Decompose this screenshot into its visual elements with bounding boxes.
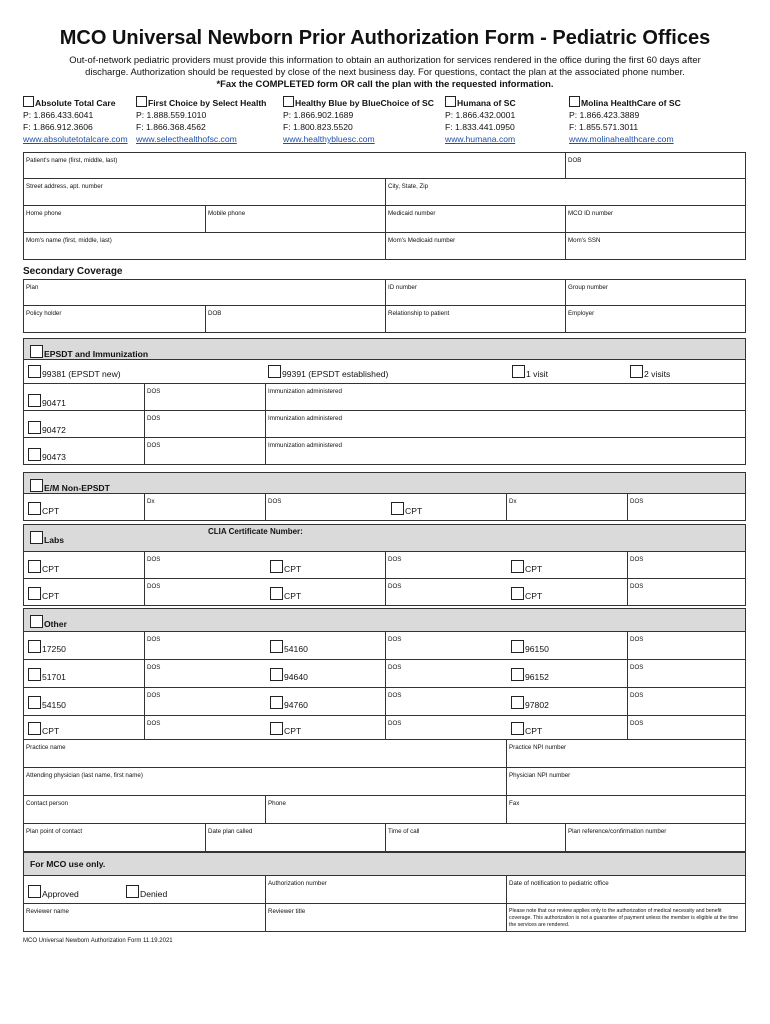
label-denied: Denied <box>140 889 168 899</box>
label-17250: 17250 <box>42 644 66 654</box>
practice-row-1 <box>23 740 746 768</box>
option-cpt <box>28 587 59 601</box>
label-94760: 94760 <box>284 700 308 710</box>
plan-molina <box>569 96 681 145</box>
checkbox-90473[interactable] <box>28 448 41 461</box>
authorization-number-field[interactable]: Authorization number <box>265 876 506 903</box>
checkbox-molina[interactable] <box>569 96 580 107</box>
practice-name-field[interactable]: Practice name <box>26 744 66 751</box>
plan-fax: F: 1.866.368.4562 <box>136 122 206 132</box>
checkbox-approved[interactable] <box>28 885 41 898</box>
checkbox-51701[interactable] <box>28 668 41 681</box>
label-cpt: CPT <box>42 726 60 736</box>
plan-contact-field[interactable]: Plan point of contact <box>26 828 83 835</box>
labs-heading: Labs <box>44 535 65 545</box>
immunization-field[interactable]: Immunization administered <box>265 438 745 464</box>
checkbox-cpt[interactable] <box>28 560 41 573</box>
dos-field[interactable]: DOS <box>627 632 745 659</box>
dos-field[interactable]: DOS <box>385 579 506 605</box>
intro-line-1: Out-of-network pediatric providers must provide this information to obtain an authorization for services rendered in the office during the first 60 days after <box>69 54 701 65</box>
checkbox-2-visits[interactable] <box>630 365 643 378</box>
label-90471: 90471 <box>42 398 66 408</box>
immunization-row-2 <box>23 411 746 438</box>
plan-name: Healthy Blue by BlueChoice of SC <box>295 98 434 108</box>
dos-field[interactable]: DOS <box>385 660 506 687</box>
time-of-call-field[interactable]: Time of call <box>385 824 565 851</box>
mom-medicaid-field[interactable]: Mom's Medicaid number <box>385 233 565 259</box>
dos-field[interactable]: DOS <box>144 716 265 739</box>
checkbox-first-choice[interactable] <box>136 96 147 107</box>
epsdt-checkbox[interactable] <box>30 345 43 358</box>
label-97802: 97802 <box>525 700 549 710</box>
checkbox-90471[interactable] <box>28 394 41 407</box>
dos-field[interactable]: DOS <box>627 688 745 715</box>
labs-section-band <box>23 524 746 552</box>
checkbox-cpt[interactable] <box>270 587 283 600</box>
dos-field[interactable]: DOS <box>385 552 506 578</box>
label-cpt: CPT <box>525 726 543 736</box>
date-called-field[interactable]: Date plan called <box>205 824 385 851</box>
plan-phone: P: 1.888.559.1010 <box>136 110 207 120</box>
label-51701: 51701 <box>42 672 66 682</box>
other-row-2 <box>23 660 746 688</box>
option-denied <box>126 885 167 899</box>
notification-date-field[interactable]: Date of notification to pediatric office <box>506 876 745 903</box>
option-cpt <box>270 560 301 574</box>
other-heading: Other <box>44 619 67 629</box>
checkbox-cpt[interactable] <box>270 560 283 573</box>
checkbox-97802[interactable] <box>511 696 524 709</box>
checkbox-cpt[interactable] <box>511 560 524 573</box>
label-cpt: CPT <box>405 506 423 516</box>
dos-field[interactable]: DOS <box>385 688 506 715</box>
plan-fax: F: 1.866.912.3606 <box>23 122 93 132</box>
plan-link[interactable]: www.absolutetotalcare.com <box>23 134 128 144</box>
em-heading: E/M Non-EPSDT <box>44 483 110 493</box>
option-96150 <box>511 640 549 654</box>
plan-first-choice <box>136 96 266 145</box>
label-90473: 90473 <box>42 452 66 462</box>
label-cpt: CPT <box>42 591 60 601</box>
label-1-visit: 1 visit <box>526 369 548 379</box>
plan-link[interactable]: www.humana.com <box>445 134 516 144</box>
labs-row-2 <box>23 579 746 606</box>
checkbox-humana[interactable] <box>445 96 456 107</box>
dos-field[interactable]: DOS <box>627 494 745 520</box>
mom-name-field[interactable]: Mom's name (first, middle, last) <box>26 237 112 244</box>
checkbox-90472[interactable] <box>28 421 41 434</box>
plan-name: Absolute Total Care <box>35 98 116 108</box>
option-cpt <box>511 722 542 736</box>
em-checkbox[interactable] <box>30 479 43 492</box>
option-99381 <box>28 365 121 379</box>
label-cpt: CPT <box>284 591 302 601</box>
checkbox-99381[interactable] <box>28 365 41 378</box>
intro-line-3: *Fax the COMPLETED form OR call the plan with the requested information. <box>216 78 554 89</box>
checkbox-96152[interactable] <box>511 668 524 681</box>
practice-row-2 <box>23 768 746 796</box>
checkbox-cpt[interactable] <box>511 587 524 600</box>
option-cpt <box>28 502 59 516</box>
secondary-row-1 <box>23 279 746 306</box>
plan-link[interactable]: www.selecthealthofsc.com <box>136 134 237 144</box>
label-approved: Approved <box>42 889 79 899</box>
labs-checkbox[interactable] <box>30 531 43 544</box>
plan-fax: F: 1.833.441.0950 <box>445 122 515 132</box>
em-row <box>23 494 746 521</box>
home-phone-field[interactable]: Home phone <box>26 210 62 217</box>
option-94760 <box>270 696 308 710</box>
relationship-field[interactable]: Relationship to patient <box>385 306 565 332</box>
dos-field[interactable]: DOS <box>627 579 745 605</box>
secondary-plan-field[interactable]: Plan <box>26 284 39 291</box>
patient-dob-field[interactable]: DOB <box>565 153 745 178</box>
checkbox-17250[interactable] <box>28 640 41 653</box>
other-row-1 <box>23 632 746 660</box>
patient-row-3 <box>23 206 746 233</box>
mco-id-field[interactable]: MCO ID number <box>565 206 745 232</box>
mobile-phone-field[interactable]: Mobile phone <box>205 206 385 232</box>
reviewer-title-field[interactable]: Reviewer title <box>265 904 506 931</box>
label-99391: 99391 (EPSDT established) <box>282 369 389 379</box>
checkbox-cpt[interactable] <box>270 722 283 735</box>
option-96152 <box>511 668 549 682</box>
checkbox-99391[interactable] <box>268 365 281 378</box>
checkbox-cpt[interactable] <box>511 722 524 735</box>
dos-field[interactable]: DOS <box>144 438 265 464</box>
label-cpt: CPT <box>284 564 302 574</box>
plan-phone: P: 1.866.432.0001 <box>445 110 516 120</box>
intro-text <box>20 54 750 90</box>
label-54150: 54150 <box>42 700 66 710</box>
dos-field[interactable]: DOS <box>627 716 745 739</box>
checkbox-96150[interactable] <box>511 640 524 653</box>
label-cpt: CPT <box>42 564 60 574</box>
dos-field[interactable]: DOS <box>144 579 265 605</box>
plan-phone: P: 1.866.902.1689 <box>283 110 354 120</box>
checkbox-94640[interactable] <box>270 668 283 681</box>
mco-heading: For MCO use only. <box>30 859 106 869</box>
option-54150 <box>28 696 66 710</box>
label-2-visits: 2 visits <box>644 369 671 379</box>
plan-absolute <box>23 96 128 145</box>
clia-label: CLIA Certificate Number: <box>208 527 303 536</box>
checkbox-1-visit[interactable] <box>512 365 525 378</box>
plan-reference-field[interactable]: Plan reference/confirmation number <box>565 824 745 851</box>
checkbox-cpt[interactable] <box>28 502 41 515</box>
policy-holder-field[interactable]: Policy holder <box>26 310 62 317</box>
checkbox-denied[interactable] <box>126 885 139 898</box>
option-90471 <box>28 394 66 408</box>
checkbox-cpt[interactable] <box>391 502 404 515</box>
label-cpt: CPT <box>525 591 543 601</box>
label-cpt: CPT <box>42 506 60 516</box>
plan-fax: F: 1.855.571.3011 <box>569 122 639 132</box>
patient-row-2 <box>23 179 746 206</box>
epsdt-visit-row <box>23 360 746 384</box>
form-title: MCO Universal Newborn Prior Authorization Form - Pediatric Offices <box>59 27 711 49</box>
label-94640: 94640 <box>284 672 308 682</box>
dos-field[interactable]: DOS <box>265 494 385 520</box>
dos-field[interactable]: DOS <box>627 660 745 687</box>
dos-field[interactable]: DOS <box>385 716 506 739</box>
mco-row-1 <box>23 876 746 904</box>
dos-field[interactable]: DOS <box>144 632 265 659</box>
label-cpt: CPT <box>525 564 543 574</box>
plan-name: Molina HealthCare of SC <box>581 98 681 108</box>
option-cpt <box>28 560 59 574</box>
plan-name: Humana of SC <box>457 98 516 108</box>
dos-field[interactable]: DOS <box>144 384 265 410</box>
secondary-row-2 <box>23 306 746 333</box>
other-checkbox[interactable] <box>30 615 43 628</box>
mco-section-band <box>23 852 746 876</box>
option-90473 <box>28 448 66 462</box>
labs-row-1 <box>23 552 746 579</box>
option-cpt <box>270 587 301 601</box>
practice-row-3 <box>23 796 746 824</box>
option-2-visits <box>630 365 670 379</box>
em-section-band <box>23 472 746 494</box>
practice-row-4 <box>23 824 746 852</box>
plan-link[interactable]: www.molinahealthcare.com <box>569 134 674 144</box>
contact-person-field[interactable]: Contact person <box>26 800 68 807</box>
option-cpt <box>511 587 542 601</box>
medicaid-number-field[interactable]: Medicaid number <box>385 206 565 232</box>
dx-field[interactable]: Dx <box>506 494 627 520</box>
immunization-field[interactable]: Immunization administered <box>265 384 745 410</box>
checkbox-94760[interactable] <box>270 696 283 709</box>
checkbox-healthy-blue[interactable] <box>283 96 294 107</box>
option-94640 <box>270 668 308 682</box>
dos-field[interactable]: DOS <box>144 411 265 437</box>
attending-physician-field[interactable]: Attending physician (last name, first name) <box>26 772 143 779</box>
checkbox-54160[interactable] <box>270 640 283 653</box>
epsdt-section-band <box>23 338 746 360</box>
plan-fax: F: 1.800.823.5520 <box>283 122 353 132</box>
label-90472: 90472 <box>42 425 66 435</box>
label-99381: 99381 (EPSDT new) <box>42 369 121 379</box>
phone-field[interactable]: Phone <box>265 796 506 823</box>
option-cpt <box>391 502 422 516</box>
other-row-4 <box>23 716 746 740</box>
reviewer-name-field[interactable]: Reviewer name <box>26 908 69 915</box>
plan-list <box>23 96 753 148</box>
employer-field[interactable]: Employer <box>565 306 745 332</box>
street-address-field[interactable]: Street address, apt. number <box>26 183 103 190</box>
form-footer: MCO Universal Newborn Authorization Form 11.19.2021 <box>23 938 173 944</box>
other-section-band <box>23 608 746 632</box>
practice-npi-field[interactable]: Practice NPI number <box>506 740 745 767</box>
plan-phone: P: 1.866.433.6041 <box>23 110 94 120</box>
patient-name-field[interactable]: Patient's name (first, middle, last) <box>26 157 118 164</box>
option-approved <box>28 885 79 899</box>
immunization-row-1 <box>23 384 746 411</box>
label-96150: 96150 <box>525 644 549 654</box>
mco-row-2 <box>23 904 746 932</box>
dx-field[interactable]: Dx <box>144 494 265 520</box>
label-cpt: CPT <box>284 726 302 736</box>
option-cpt <box>28 722 59 736</box>
option-97802 <box>511 696 549 710</box>
secondary-coverage-heading: Secondary Coverage <box>23 266 123 277</box>
policy-holder-dob-field[interactable]: DOB <box>205 306 385 332</box>
option-cpt <box>270 722 301 736</box>
checkbox-cpt[interactable] <box>28 587 41 600</box>
label-96152: 96152 <box>525 672 549 682</box>
option-1-visit <box>512 365 548 379</box>
immunization-row-3 <box>23 438 746 465</box>
fax-field[interactable]: Fax <box>506 796 745 823</box>
patient-row-1 <box>23 152 746 179</box>
city-state-zip-field[interactable]: City, State, Zip <box>385 179 745 205</box>
other-row-3 <box>23 688 746 716</box>
checkbox-54150[interactable] <box>28 696 41 709</box>
label-54160: 54160 <box>284 644 308 654</box>
dos-field[interactable]: DOS <box>627 552 745 578</box>
checkbox-cpt[interactable] <box>28 722 41 735</box>
immunization-field[interactable]: Immunization administered <box>265 411 745 437</box>
option-90472 <box>28 421 66 435</box>
option-54160 <box>270 640 308 654</box>
dos-field[interactable]: DOS <box>144 660 265 687</box>
secondary-id-field[interactable]: ID number <box>385 280 565 305</box>
group-number-field[interactable]: Group number <box>565 280 745 305</box>
epsdt-heading: EPSDT and Immunization <box>44 349 149 359</box>
plan-phone: P: 1.866.423.3889 <box>569 110 640 120</box>
checkbox-absolute[interactable] <box>23 96 34 107</box>
dos-field[interactable]: DOS <box>144 688 265 715</box>
patient-row-4 <box>23 233 746 260</box>
dos-field[interactable]: DOS <box>385 632 506 659</box>
review-disclaimer: Please note that our review applies only to the authorization of medical necessity and benefit coverage. This authorization is not a guarantee of payment unless the member is eligible at the time the services are rendered. <box>506 904 745 931</box>
option-99391 <box>268 365 388 379</box>
intro-line-2: discharge. Authorization should be requested by close of the next business day. For questions, contact the plan at the associated phone number. <box>85 66 685 77</box>
dos-field[interactable]: DOS <box>144 552 265 578</box>
mom-ssn-field[interactable]: Mom's SSN <box>565 233 745 259</box>
plan-healthy-blue <box>283 96 434 145</box>
option-17250 <box>28 640 66 654</box>
plan-humana <box>445 96 516 145</box>
option-51701 <box>28 668 66 682</box>
option-cpt <box>511 560 542 574</box>
physician-npi-field[interactable]: Physician NPI number <box>506 768 745 795</box>
plan-link[interactable]: www.healthybluesc.com <box>283 134 375 144</box>
plan-name: First Choice by Select Health <box>148 98 267 108</box>
